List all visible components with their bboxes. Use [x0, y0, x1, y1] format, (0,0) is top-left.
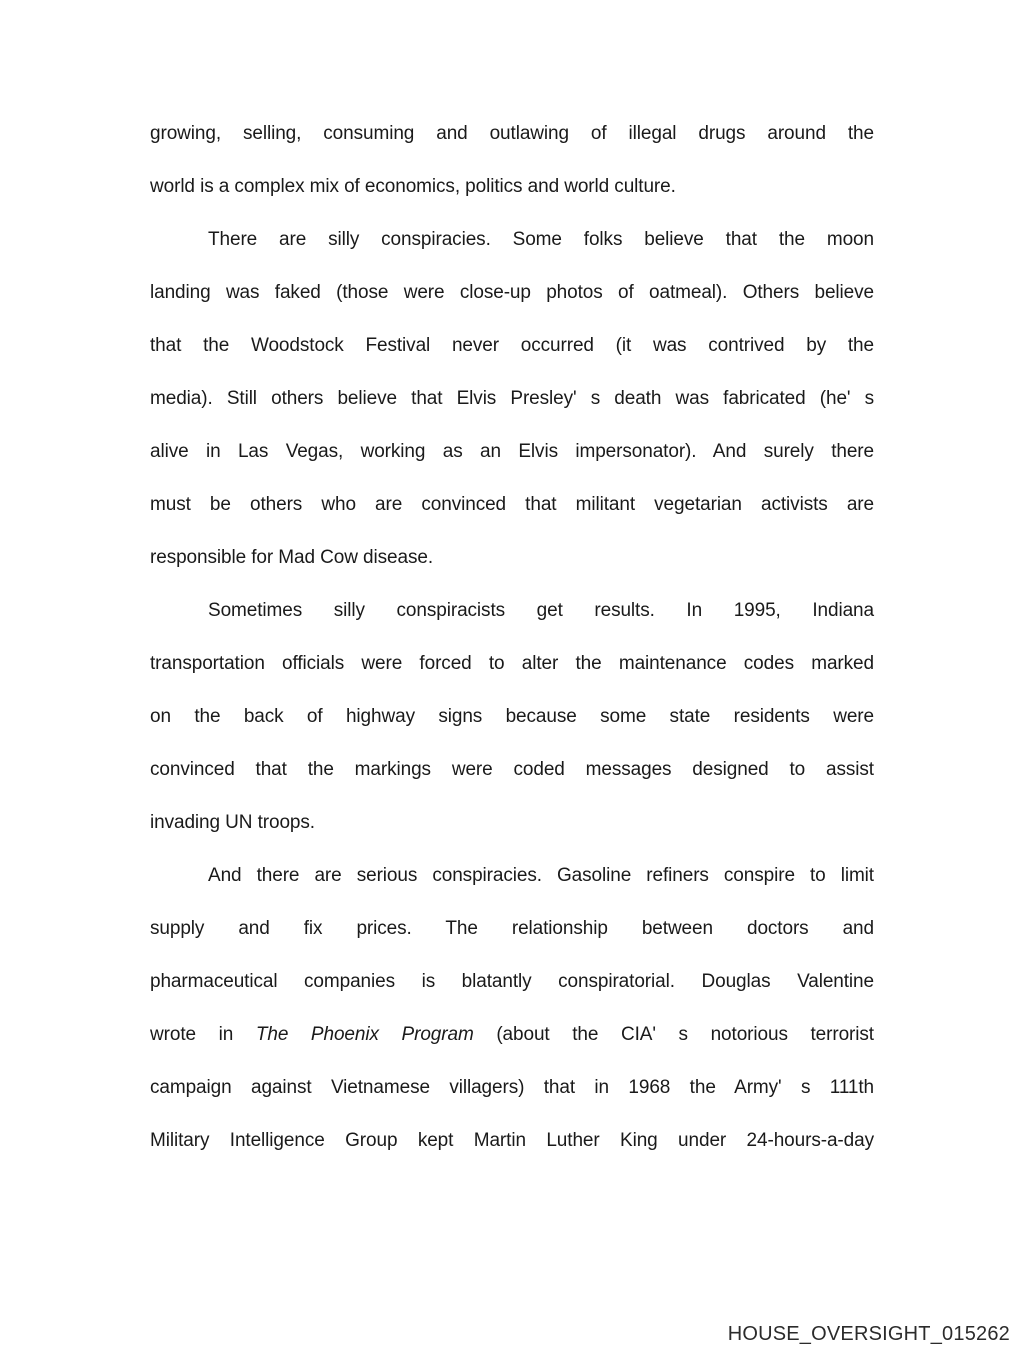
document-body-text: [150, 107, 874, 1167]
text-line: [150, 584, 874, 637]
text-line: [150, 796, 874, 849]
text-segment: And there are serious conspiracies. Gasoline refiners conspire to limit: [208, 865, 874, 886]
text-line: [150, 637, 874, 690]
text-line: [150, 160, 874, 213]
text-line: [150, 372, 874, 425]
text-segment: Military Intelligence Group kept Martin Luther King under 24-hours-a-day: [150, 1130, 874, 1151]
text-segment: campaign against Vietnamese villagers) that in 1968 the Army' s 111th: [150, 1077, 874, 1098]
text-segment: invading UN troops.: [150, 812, 315, 833]
text-line: [150, 1008, 874, 1061]
text-line: [150, 902, 874, 955]
text-line: [150, 849, 874, 902]
text-segment: responsible for Mad Cow disease.: [150, 547, 433, 568]
text-segment: wrote in: [150, 1024, 256, 1045]
text-segment: that the Woodstock Festival never occurred (it was contrived by the: [150, 335, 874, 356]
bates-stamp: HOUSE_OVERSIGHT_015262: [727, 1323, 1010, 1345]
text-segment: alive in Las Vegas, working as an Elvis impersonator). And surely there: [150, 441, 874, 462]
text-line: [150, 266, 874, 319]
text-line: [150, 478, 874, 531]
text-line: [150, 1114, 874, 1167]
text-segment: (about the CIA' s notorious terrorist: [473, 1024, 874, 1045]
text-line: [150, 1061, 874, 1114]
text-segment: media). Still others believe that Elvis Presley' s death was fabricated (he' s: [150, 388, 874, 409]
text-segment: Sometimes silly conspiracists get results. In 1995, Indiana: [208, 600, 874, 621]
text-segment: world is a complex mix of economics, politics and world culture.: [150, 176, 676, 197]
text-line: [150, 690, 874, 743]
book-title-italic: The Phoenix Program: [255, 1024, 474, 1045]
text-segment: There are silly conspiracies. Some folks believe that the moon: [208, 229, 874, 250]
text-segment: growing, selling, consuming and outlawing of illegal drugs around the: [150, 123, 874, 144]
text-line: [150, 531, 874, 584]
text-line: [150, 425, 874, 478]
text-segment: landing was faked (those were close-up photos of oatmeal). Others believe: [150, 282, 874, 303]
text-segment: pharmaceutical companies is blatantly conspiratorial. Douglas Valentine: [150, 971, 874, 992]
text-line: [150, 319, 874, 372]
text-line: [150, 107, 874, 160]
text-line: [150, 213, 874, 266]
text-segment: convinced that the markings were coded messages designed to assist: [150, 759, 874, 780]
text-line: [150, 955, 874, 1008]
text-line: [150, 743, 874, 796]
text-segment: supply and fix prices. The relationship between doctors and: [150, 918, 874, 939]
text-segment: on the back of highway signs because some state residents were: [150, 706, 874, 727]
text-segment: must be others who are convinced that militant vegetarian activists are: [150, 494, 874, 515]
text-segment: transportation officials were forced to alter the maintenance codes marked: [150, 653, 874, 674]
